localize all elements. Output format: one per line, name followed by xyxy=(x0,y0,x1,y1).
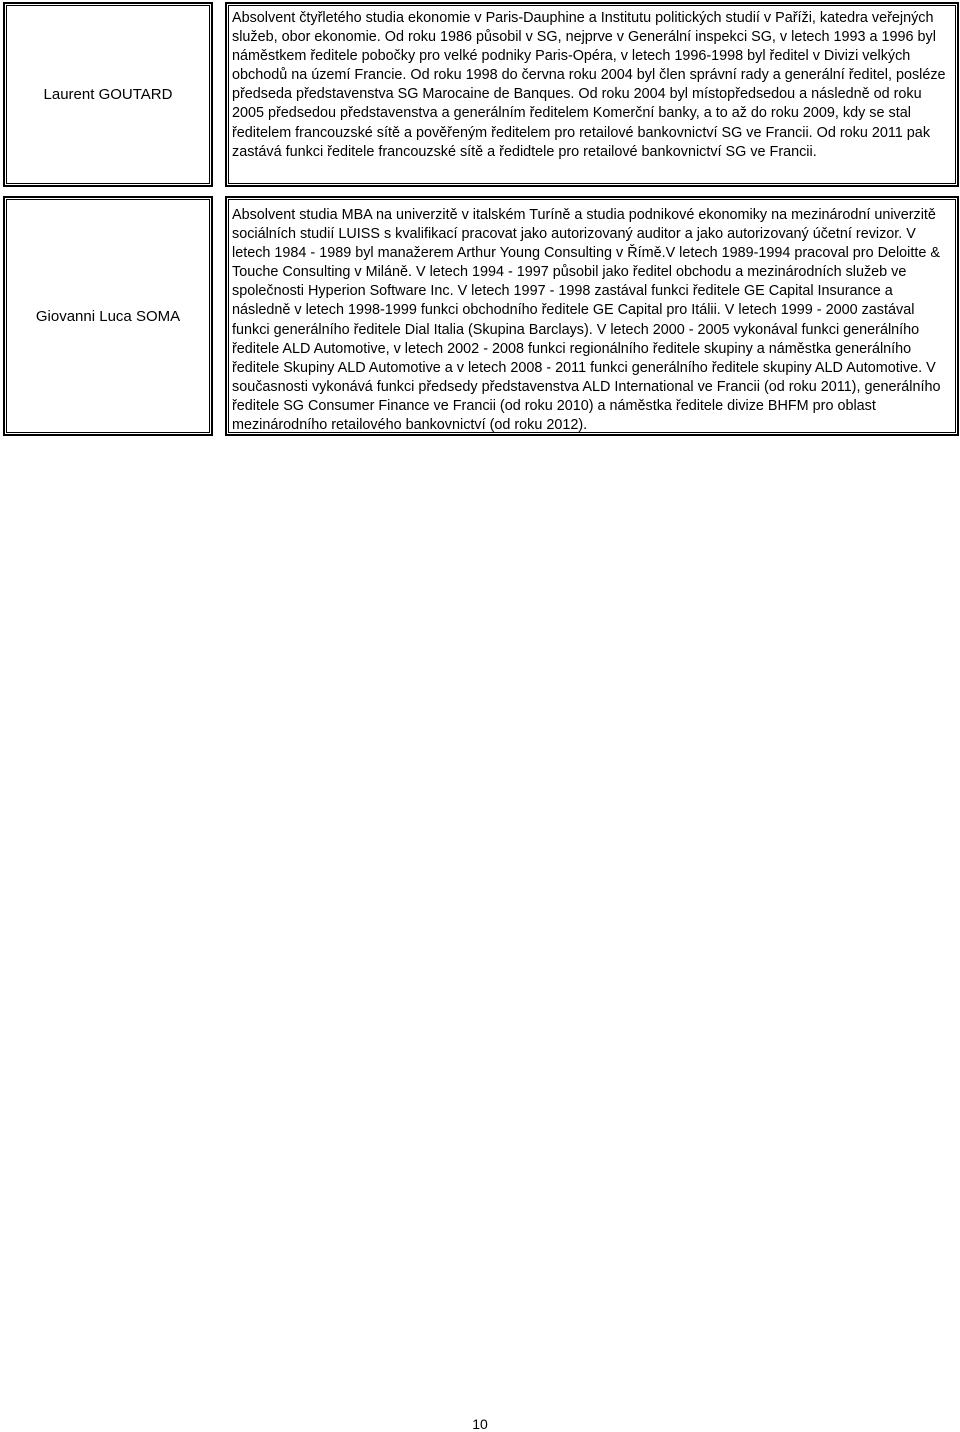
member-name: Giovanni Luca SOMA xyxy=(35,307,181,325)
member-bio-cell xyxy=(225,2,959,187)
member-bio: Absolvent čtyřletého studia ekonomie v Paris-Dauphine a Institutu politických studií v Paříži, katedra veřejných služeb, obor ekonomie. Od roku 1986 působil v SG, nejprve v Generální inspekci SG, v letech 1993 a 1996 byl náměstkem ředitele pobočky pro velké podniky Paris-Opéra, v letech 1996-1998 byl ředitel v Divizi velkých obchodů na území Francie. Od roku 1998 do června roku 2004 byl člen správní rady a generální ředitel, posléze předseda představenstva SG Marocaine de Banques. Od roku 2004 byl místopředsedou a následně od roku 2005 předsedou představenstva a generálním ředitelem Komerční banky, a to až do roku 2009, kdy se stal ředitelem francouzské sítě a pověřeným ředitelem pro retailové bankovnictví SG ve Francii. Od roku 2011 pak zastává funkci ředitele francouzské sítě a ředidtele pro retailové bankovnictví SG ve Francii. xyxy=(232,10,946,160)
member-name-cell xyxy=(3,196,213,436)
member-bio: Absolvent studia MBA na univerzitě v italském Turíně a studia podnikové ekonomiky na mezinárodní univerzitě sociálních studií LUISS s kvalifikací pracovat jako autorizovaný auditor a jako autorizovaný účetní revizor. V letech 1984 - 1989 byl manažerem Arthur Young Consulting v Římě.V letech 1989-1994 pracoval pro Deloitte & Touche Consulting v Miláně. V letech 1994 - 1997 působil jako ředitel obchodu a mezinárodních služeb ve společnosti Hyperion Software Inc. V letech 1997 - 1998 zastával funkci ředitele GE Capital Insurance a následně v letech 1998-1999 funkci obchodního ředitele GE Capital pro Itálii. V letech 1999 - 2000 zastával funkci generálního ředitele Dial Italia (Skupina Barclays). V letech 2000 - 2005 vykonával funkci generálního ředitele ALD Automotive, v letech 2002 - 2008 funkci regionálního ředitele skupiny a náměstka generálního ředitele Skupiny ALD Automotive a v letech 2008 - 2011 funkci generálního ředitele skupiny ALD Automotive. V současnosti vykonává funkci předsedy představenstva ALD International ve Francii (od roku 2011), generálního ředitele SG Consumer Finance ve Francii (od roku 2010) a náměstka ředitele divize BHFM pro oblast mezinárodního retailového bankovnictví (od roku 2012). xyxy=(232,207,941,434)
member-bio-cell xyxy=(225,196,959,436)
page-number: 10 xyxy=(472,1416,488,1432)
board-member-row xyxy=(3,196,959,436)
board-member-row xyxy=(3,2,959,187)
member-name-cell xyxy=(3,2,213,187)
member-name: Laurent GOUTARD xyxy=(43,86,173,103)
